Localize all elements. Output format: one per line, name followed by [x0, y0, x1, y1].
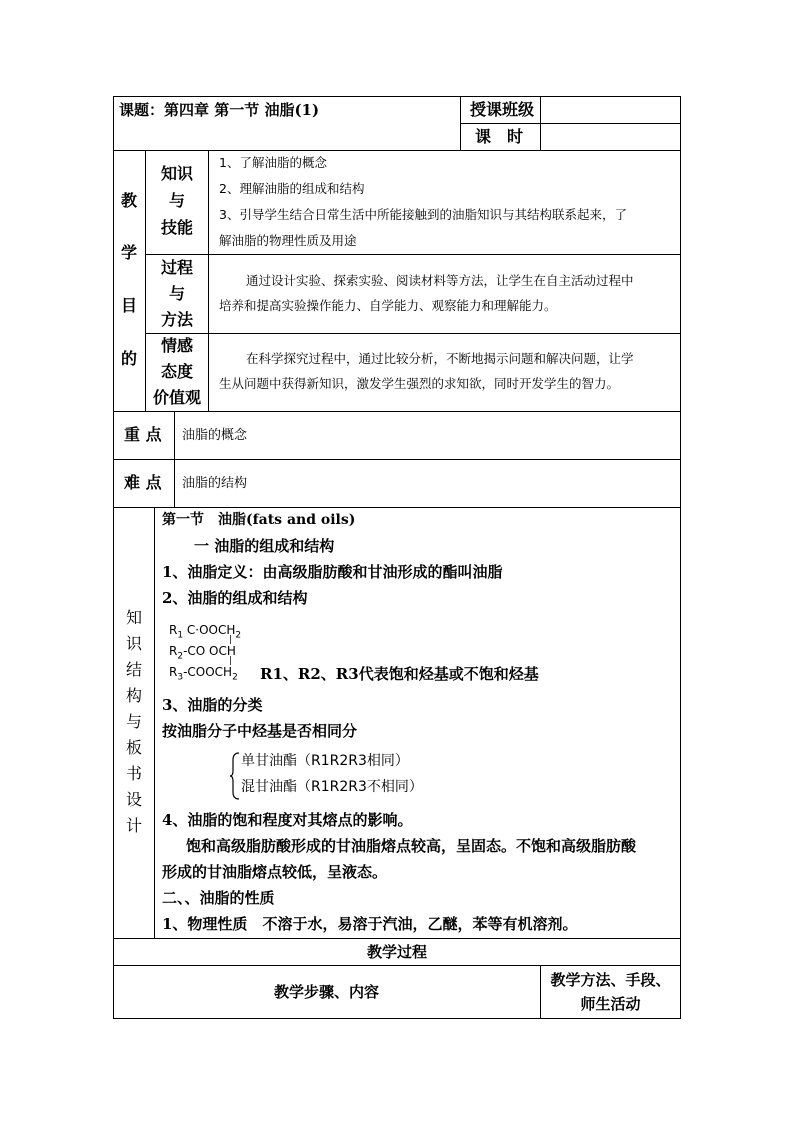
melting-point-text-2: 形成的甘油脂熔点较低，呈液态。 [162, 863, 388, 881]
difficulty-label: 难 点 [124, 473, 162, 492]
key-point-value: 油脂的概念 [182, 428, 248, 443]
section-title: 第一节 油脂(fats and oils) [162, 512, 356, 528]
lesson-topic: 课题：第四章 第一节 油脂(1) [119, 101, 320, 119]
steps-label: 教学步骤、内容 [273, 983, 379, 1001]
methods-label-1: 教学方法、手段、 [550, 971, 671, 989]
process-title: 教学过程 [366, 943, 427, 961]
brace-icon [229, 752, 241, 800]
simple-glyceride: 单甘油酯（R1R2R3相同） [241, 753, 409, 769]
definition-item: 1、油脂定义：由高级脂肪酸和甘油形成的酯叫油脂 [162, 563, 503, 581]
physical-property: 1、物理性质 不溶于水，易溶于汽油，乙醚，苯等有机溶剂。 [162, 915, 578, 933]
properties-heading: 二、、油脂的性质 [162, 889, 275, 907]
melting-point-item: 4、油脂的饱和程度对其熔点的影响。 [162, 811, 413, 829]
melting-point-text-1: 饱和高级脂肪酸形成的甘油脂熔点较高，呈固态。不饱和高级脂肪酸 [186, 837, 637, 855]
difficulty-value: 油脂的结构 [182, 476, 248, 491]
mixed-glyceride: 混甘油酯（R1R2R3不相同） [241, 779, 423, 795]
class-label: 授课班级 [470, 100, 535, 119]
key-point-label: 重 点 [124, 425, 162, 444]
formula-note: R1、R2、R3代表饱和烃基或不饱和烃基 [260, 665, 539, 683]
methods-label-2: 师生活动 [580, 995, 641, 1013]
hours-label: 课 时 [475, 127, 524, 146]
section-subtitle: 一 油脂的组成和结构 [194, 537, 335, 555]
structure-item: 2、油脂的组成和结构 [162, 589, 308, 607]
classification-basis: 按油脂分子中烃基是否相同分 [162, 722, 358, 740]
classification-item: 3、油脂的分类 [162, 696, 263, 714]
